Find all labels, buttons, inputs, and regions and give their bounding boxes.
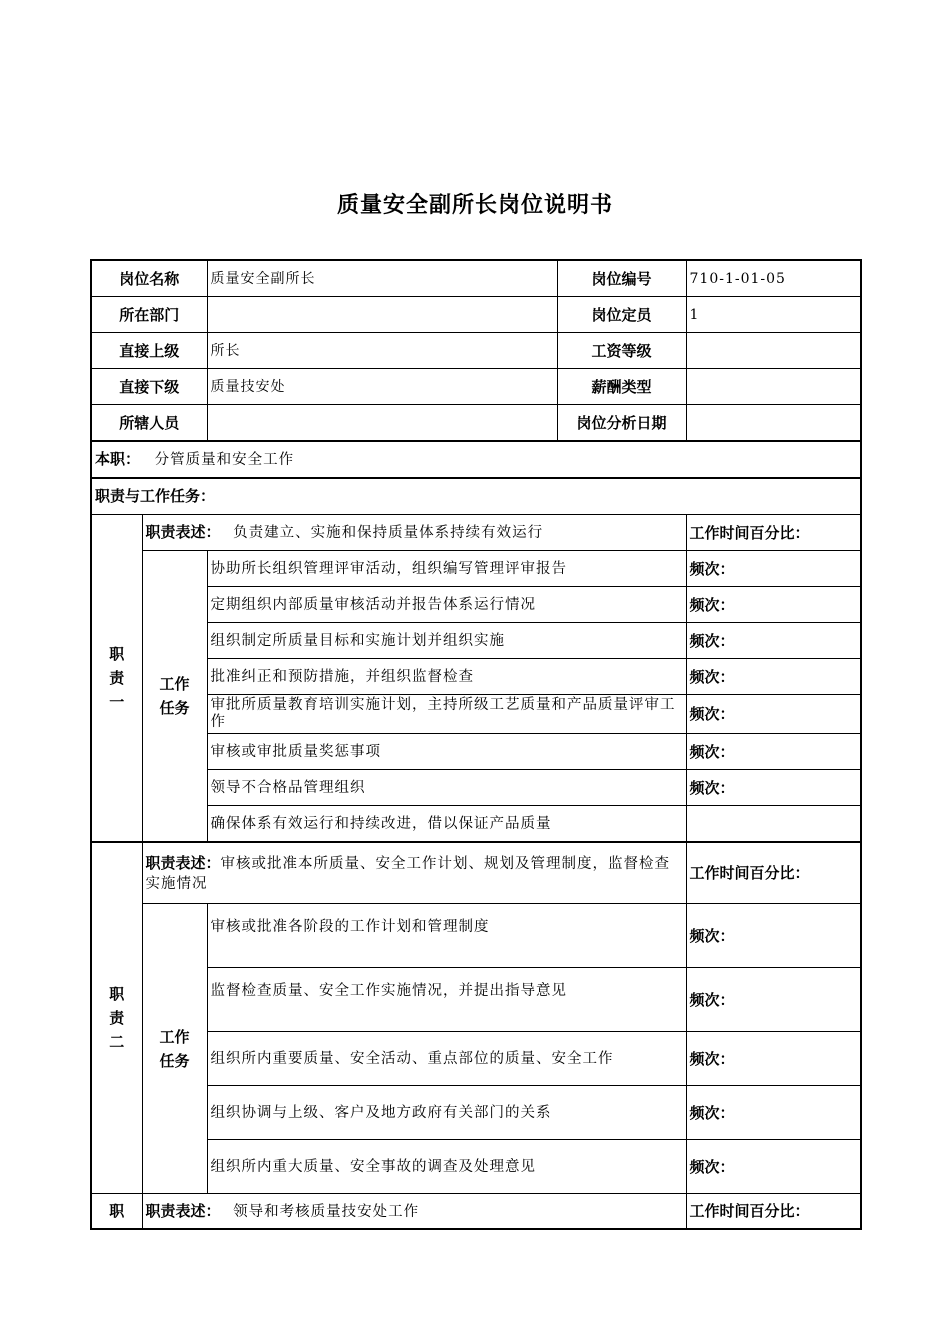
value-headcount: 1 bbox=[686, 297, 861, 333]
task-row bbox=[91, 904, 861, 968]
duty3-percent-label: 工作时间百分比： bbox=[686, 1194, 861, 1230]
value-job-name: 质量安全副所长 bbox=[207, 260, 557, 297]
mission-text: 分管质量和安全工作 bbox=[154, 452, 295, 468]
duty1-task-5: 审批所质量教育培训实施计划，主持所级工艺质量和产品质量评审工作 bbox=[207, 695, 686, 734]
duty2-task-5: 组织所内重大质量、安全事故的调查及处理意见 bbox=[207, 1140, 686, 1194]
value-direct-subordinate: 质量技安处 bbox=[207, 369, 557, 405]
task-row bbox=[91, 1140, 861, 1194]
duty1-task-8-freq bbox=[686, 806, 861, 843]
label-headcount: 岗位定员 bbox=[557, 297, 686, 333]
label-direct-superior: 直接上级 bbox=[91, 333, 207, 369]
label-job-name: 岗位名称 bbox=[91, 260, 207, 297]
value-department bbox=[207, 297, 557, 333]
label-job-code: 岗位编号 bbox=[557, 260, 686, 297]
value-analysis-date bbox=[686, 405, 861, 442]
value-job-code: 710-1-01-05 bbox=[686, 260, 861, 297]
value-pay-type bbox=[686, 369, 861, 405]
duties-header-row bbox=[91, 478, 861, 515]
label-analysis-date: 岗位分析日期 bbox=[557, 405, 686, 442]
label-department: 所在部门 bbox=[91, 297, 207, 333]
duty1-task-3-freq: 频次： bbox=[686, 623, 861, 659]
label-staff: 所辖人员 bbox=[91, 405, 207, 442]
duty1-task-8: 确保体系有效运行和持续改进，借以保证产品质量 bbox=[207, 806, 686, 843]
duty2-desc-label: 职责表述： bbox=[145, 853, 221, 872]
duty2-desc-row bbox=[91, 842, 861, 904]
mission-label: 本职： bbox=[95, 450, 141, 468]
duty1-task-3: 组织制定所质量目标和实施计划并组织实施 bbox=[207, 623, 686, 659]
info-row-superior bbox=[91, 333, 861, 369]
duty3-desc-label: 职责表述： bbox=[145, 1201, 221, 1220]
duty1-desc-text: 负责建立、实施和保持质量体系持续有效运行 bbox=[233, 525, 544, 541]
duty1-task-2: 定期组织内部质量审核活动并报告体系运行情况 bbox=[207, 587, 686, 623]
duty1-percent-label: 工作时间百分比： bbox=[686, 515, 861, 551]
duty2-task-4: 组织协调与上级、客户及地方政府有关部门的关系 bbox=[207, 1086, 686, 1140]
duty2-label: 职 责 二 bbox=[91, 842, 142, 1194]
duty2-task-4-freq: 频次： bbox=[686, 1086, 861, 1140]
duty1-task-7: 领导不合格品管理组织 bbox=[207, 770, 686, 806]
duty1-task-6-freq: 频次： bbox=[686, 734, 861, 770]
duty1-task-5-freq: 频次： bbox=[686, 695, 861, 734]
task-row bbox=[91, 623, 861, 659]
duty3-desc-row bbox=[91, 1194, 861, 1230]
duty2-percent-label: 工作时间百分比： bbox=[686, 842, 861, 904]
task-row bbox=[91, 1032, 861, 1086]
info-row-name bbox=[91, 260, 861, 297]
duty1-task-1-freq: 频次： bbox=[686, 551, 861, 587]
duty1-task-4: 批准纠正和预防措施，并组织监督检查 bbox=[207, 659, 686, 695]
info-row-dept bbox=[91, 297, 861, 333]
duty1-task-4-freq: 频次： bbox=[686, 659, 861, 695]
duty2-task-2-freq: 频次： bbox=[686, 968, 861, 1032]
label-salary-grade: 工资等级 bbox=[557, 333, 686, 369]
duty2-task-3: 组织所内重要质量、安全活动、重点部位的质量、安全工作 bbox=[207, 1032, 686, 1086]
label-pay-type: 薪酬类型 bbox=[557, 369, 686, 405]
duty1-desc-row bbox=[91, 515, 861, 551]
duty2-desc-text: 审核或批准本所质量、安全工作计划、规划及管理制度，监督检查实施情况 bbox=[145, 855, 671, 892]
duty1-task-7-freq: 频次： bbox=[686, 770, 861, 806]
task-row bbox=[91, 968, 861, 1032]
task-row bbox=[91, 770, 861, 806]
task-row bbox=[91, 695, 861, 734]
task-row bbox=[91, 1086, 861, 1140]
label-direct-subordinate: 直接下级 bbox=[91, 369, 207, 405]
task-row bbox=[91, 734, 861, 770]
value-staff bbox=[207, 405, 557, 442]
value-direct-superior: 所长 bbox=[207, 333, 557, 369]
duty2-task-1: 审核或批准各阶段的工作计划和管理制度 bbox=[207, 904, 686, 968]
duty1-desc-label: 职责表述： bbox=[145, 523, 221, 541]
duty3-label: 职 bbox=[91, 1194, 142, 1230]
duty1-label: 职 责 一 bbox=[91, 515, 142, 843]
duty2-task-5-freq: 频次： bbox=[686, 1140, 861, 1194]
duty3-desc-text: 领导和考核质量技安处工作 bbox=[233, 1203, 420, 1220]
info-row-staff bbox=[91, 405, 861, 442]
duty2-task-3-freq: 频次： bbox=[686, 1032, 861, 1086]
duty1-tasks-label: 工作 任务 bbox=[142, 551, 207, 843]
value-salary-grade bbox=[686, 333, 861, 369]
duty2-tasks-label: 工作 任务 bbox=[142, 904, 207, 1194]
duty1-task-1: 协助所长组织管理评审活动，组织编写管理评审报告 bbox=[207, 551, 686, 587]
task-row bbox=[91, 551, 861, 587]
duty1-task-2-freq: 频次： bbox=[686, 587, 861, 623]
page-title: 质量安全副所长岗位说明书 bbox=[336, 193, 613, 218]
task-row bbox=[91, 806, 861, 843]
task-row bbox=[91, 659, 861, 695]
info-row-subordinate bbox=[91, 369, 861, 405]
duties-header: 职责与工作任务： bbox=[95, 487, 216, 505]
duty2-task-2: 监督检查质量、安全工作实施情况，并提出指导意见 bbox=[207, 968, 686, 1032]
duty2-task-1-freq: 频次： bbox=[686, 904, 861, 968]
task-row bbox=[91, 587, 861, 623]
duty1-task-6: 审核或审批质量奖惩事项 bbox=[207, 734, 686, 770]
job-description-form bbox=[90, 259, 860, 1230]
mission-row bbox=[91, 441, 861, 478]
job-info-table bbox=[90, 259, 862, 1230]
